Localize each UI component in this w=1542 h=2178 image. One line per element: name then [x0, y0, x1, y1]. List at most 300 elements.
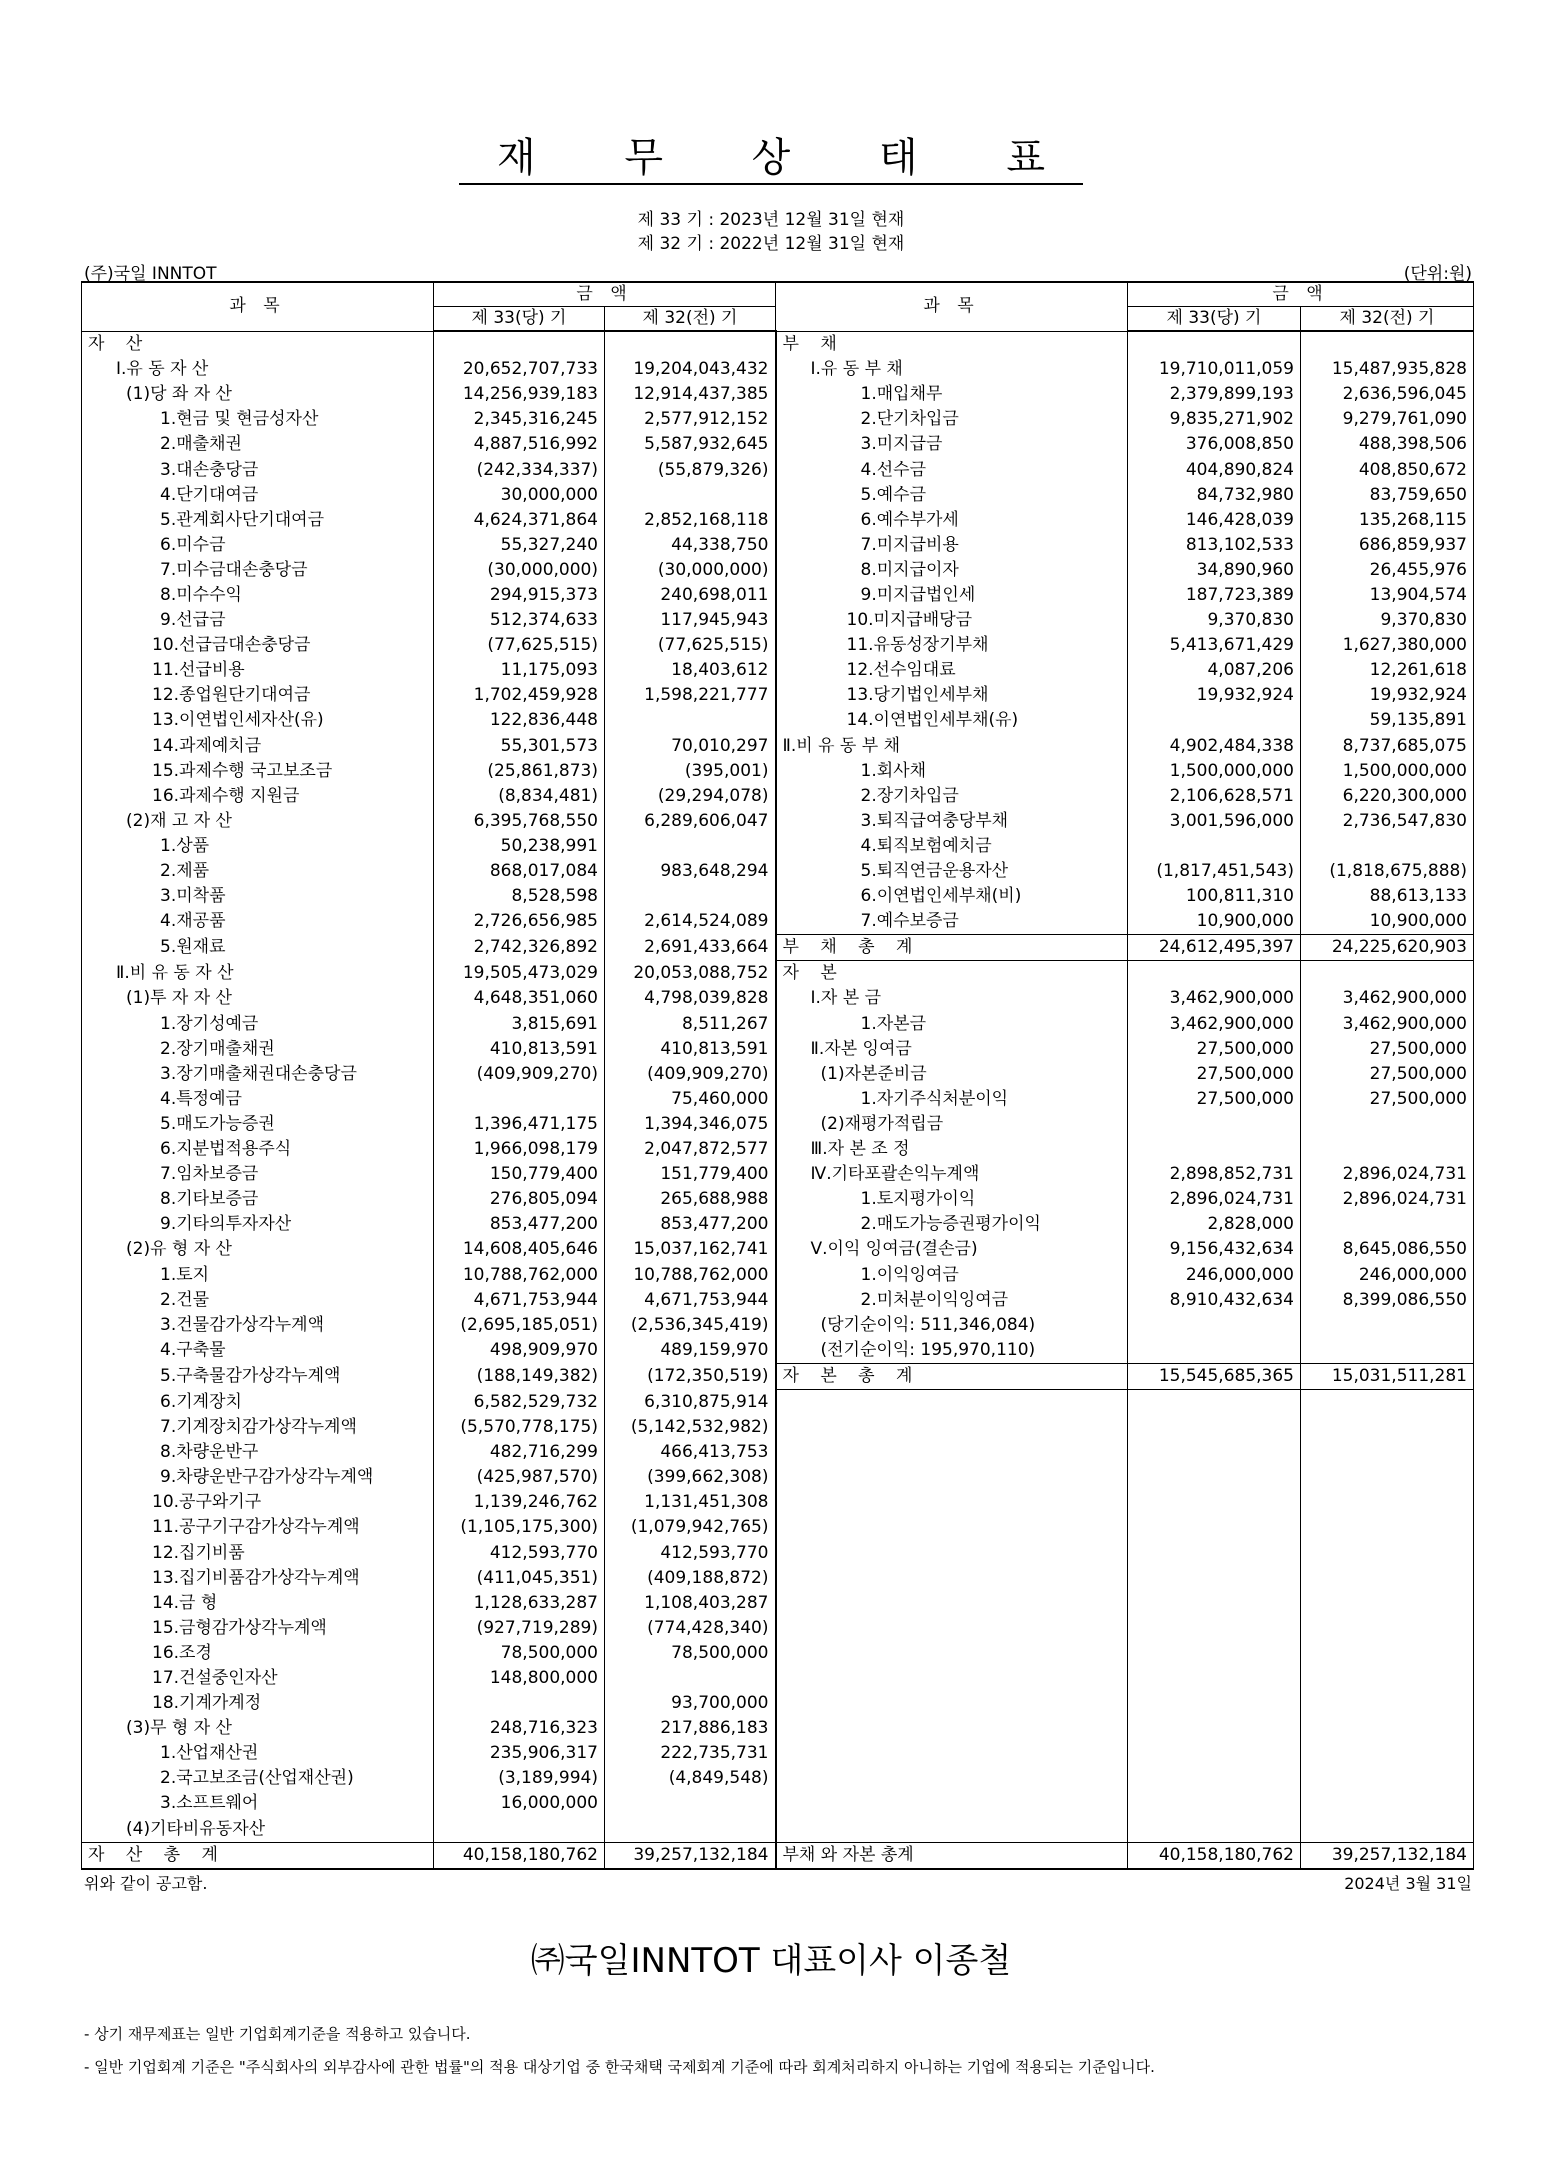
- unit-label: (단위:원): [1403, 264, 1472, 284]
- left-previous-amount: [605, 483, 776, 508]
- grand-total-row: [82, 1842, 1474, 1869]
- right-previous-amount: 27,500,000: [1301, 1087, 1474, 1112]
- right-current-amount: 84,732,980: [1128, 483, 1301, 508]
- right-current-amount: [1128, 1338, 1301, 1364]
- table-row: [82, 558, 1474, 583]
- left-account: 8.차량운반구: [82, 1440, 434, 1465]
- right-previous-empty: [1301, 1515, 1474, 1540]
- left-account: 5.원재료: [82, 935, 434, 961]
- left-account: 17.건설중인자산: [82, 1666, 434, 1691]
- table-row: [82, 1817, 1474, 1843]
- left-previous-amount: 78,500,000: [605, 1641, 776, 1666]
- table-row: [82, 1766, 1474, 1791]
- left-account: 3.장기매출채권대손충당금: [82, 1062, 434, 1087]
- right-current-amount: 27,500,000: [1128, 1062, 1301, 1087]
- left-current-amount: 148,800,000: [434, 1666, 605, 1691]
- left-previous-amount: 466,413,753: [605, 1440, 776, 1465]
- left-account: 2.장기매출채권: [82, 1037, 434, 1062]
- right-account: 1.이익잉여금: [776, 1262, 1128, 1287]
- right-current-amount: [1128, 331, 1301, 357]
- right-account: Ⅱ.자본 잉여금: [776, 1037, 1128, 1062]
- left-current-amount: (425,987,570): [434, 1465, 605, 1490]
- right-previous-amount: 15,031,511,281: [1301, 1363, 1474, 1389]
- left-account: 2.국고보조금(산업재산권): [82, 1766, 434, 1791]
- right-current-amount: 187,723,389: [1128, 583, 1301, 608]
- table-row: [82, 608, 1474, 633]
- left-previous-amount: [605, 834, 776, 859]
- header-subject-right: 과 목: [776, 282, 1128, 331]
- right-account: 5.예수금: [776, 483, 1128, 508]
- balance-sheet-body: [82, 331, 1474, 1869]
- right-account: 1.매입채무: [776, 382, 1128, 407]
- table-row: [82, 1112, 1474, 1137]
- right-current-amount: 246,000,000: [1128, 1262, 1301, 1287]
- right-current-amount: 9,835,271,902: [1128, 407, 1301, 432]
- table-row: [82, 533, 1474, 558]
- left-account: 5.관계회사단기대여금: [82, 508, 434, 533]
- right-previous-amount: 8,399,086,550: [1301, 1288, 1474, 1313]
- right-current-amount: 1,500,000,000: [1128, 759, 1301, 784]
- right-current-amount: 15,545,685,365: [1128, 1363, 1301, 1389]
- table-row: [82, 683, 1474, 708]
- right-account: 6.예수부가세: [776, 508, 1128, 533]
- right-previous-empty: [1301, 1389, 1474, 1415]
- right-account: Ⅰ.자 본 금: [776, 986, 1128, 1011]
- right-account-empty: [776, 1591, 1128, 1616]
- left-previous-amount: 93,700,000: [605, 1691, 776, 1716]
- right-account: 6.이연법인세부채(비): [776, 884, 1128, 909]
- right-current-amount: [1128, 1137, 1301, 1162]
- table-row: [82, 1237, 1474, 1262]
- right-account-empty: [776, 1465, 1128, 1490]
- table-row: [82, 1541, 1474, 1566]
- left-current-amount: 482,716,299: [434, 1440, 605, 1465]
- right-current-amount: 2,828,000: [1128, 1212, 1301, 1237]
- table-row: [82, 784, 1474, 809]
- left-previous-amount: [605, 884, 776, 909]
- left-account: (2)재 고 자 산: [82, 809, 434, 834]
- left-previous-amount: (4,849,548): [605, 1766, 776, 1791]
- right-previous-amount: 59,135,891: [1301, 708, 1474, 733]
- left-previous-amount: 5,587,932,645: [605, 432, 776, 457]
- left-current-amount: 150,779,400: [434, 1162, 605, 1187]
- left-previous-amount: 151,779,400: [605, 1162, 776, 1187]
- right-account: 3.미지급금: [776, 432, 1128, 457]
- right-account: 1.자본금: [776, 1012, 1128, 1037]
- right-current-amount: [1128, 834, 1301, 859]
- right-account: (2)재평가적립금: [776, 1112, 1128, 1137]
- table-row: [82, 633, 1474, 658]
- header-previous-right: 제 32(전) 기: [1301, 307, 1474, 332]
- left-current-amount: [434, 1087, 605, 1112]
- table-row: [82, 1741, 1474, 1766]
- right-account-empty: [776, 1440, 1128, 1465]
- left-current-amount: 4,624,371,864: [434, 508, 605, 533]
- table-row: [82, 1666, 1474, 1691]
- left-current-amount: 410,813,591: [434, 1037, 605, 1062]
- right-previous-empty: [1301, 1666, 1474, 1691]
- right-current-empty: [1128, 1465, 1301, 1490]
- company-name: (주)국일 INNTOT: [84, 264, 217, 284]
- left-previous-amount: 10,788,762,000: [605, 1262, 776, 1287]
- right-previous-empty: [1301, 1766, 1474, 1791]
- right-current-empty: [1128, 1566, 1301, 1591]
- left-current-amount: 3,815,691: [434, 1012, 605, 1037]
- right-account: 부 채: [776, 331, 1128, 357]
- header-current-right: 제 33(당) 기: [1128, 307, 1301, 332]
- right-current-amount: [1128, 1112, 1301, 1137]
- right-account: 4.퇴직보험예치금: [776, 834, 1128, 859]
- left-current-amount: (1,105,175,300): [434, 1515, 605, 1540]
- left-account: 1.장기성예금: [82, 1012, 434, 1037]
- table-row: [82, 1037, 1474, 1062]
- left-previous-amount: 4,671,753,944: [605, 1288, 776, 1313]
- assets-total-label: 자 산 총 계: [82, 1842, 434, 1869]
- right-account-empty: [776, 1691, 1128, 1716]
- left-current-amount: 55,327,240: [434, 533, 605, 558]
- right-previous-amount: [1301, 1112, 1474, 1137]
- left-previous-amount: 2,614,524,089: [605, 909, 776, 935]
- right-previous-amount: 24,225,620,903: [1301, 935, 1474, 961]
- header-amount-right: 금 액: [1128, 282, 1474, 307]
- right-account-empty: [776, 1616, 1128, 1641]
- right-previous-empty: [1301, 1691, 1474, 1716]
- left-current-amount: 8,528,598: [434, 884, 605, 909]
- right-account: 자 본 총 계: [776, 1363, 1128, 1389]
- balance-sheet-table: [81, 281, 1474, 1870]
- left-account: 7.임차보증금: [82, 1162, 434, 1187]
- left-current-amount: (188,149,382): [434, 1363, 605, 1389]
- left-current-amount: (5,570,778,175): [434, 1415, 605, 1440]
- right-current-empty: [1128, 1791, 1301, 1816]
- left-current-amount: 2,742,326,892: [434, 935, 605, 961]
- left-account: 4.재공품: [82, 909, 434, 935]
- left-previous-amount: [605, 708, 776, 733]
- table-row: [82, 483, 1474, 508]
- right-account: Ⅴ.이익 잉여금(결손금): [776, 1237, 1128, 1262]
- left-account: 6.지분법적용주식: [82, 1137, 434, 1162]
- left-previous-amount: (409,188,872): [605, 1566, 776, 1591]
- table-row: [82, 1262, 1474, 1287]
- left-current-amount: 2,726,656,985: [434, 909, 605, 935]
- left-previous-amount: 240,698,011: [605, 583, 776, 608]
- left-previous-amount: 8,511,267: [605, 1012, 776, 1037]
- assets-total-previous: 39,257,132,184: [605, 1842, 776, 1869]
- table-row: [82, 1566, 1474, 1591]
- right-current-amount: 19,932,924: [1128, 683, 1301, 708]
- left-current-amount: 1,702,459,928: [434, 683, 605, 708]
- right-current-empty: [1128, 1591, 1301, 1616]
- left-previous-amount: 44,338,750: [605, 533, 776, 558]
- table-row: [82, 1363, 1474, 1389]
- right-current-empty: [1128, 1616, 1301, 1641]
- left-current-amount: 16,000,000: [434, 1791, 605, 1816]
- right-current-empty: [1128, 1389, 1301, 1415]
- right-previous-amount: [1301, 1338, 1474, 1364]
- table-row: [82, 382, 1474, 407]
- left-account: 8.기타보증금: [82, 1187, 434, 1212]
- right-current-empty: [1128, 1641, 1301, 1666]
- right-current-amount: [1128, 708, 1301, 733]
- table-row: [82, 457, 1474, 482]
- right-current-empty: [1128, 1741, 1301, 1766]
- right-current-amount: 404,890,824: [1128, 457, 1301, 482]
- right-previous-amount: 27,500,000: [1301, 1037, 1474, 1062]
- right-previous-amount: 408,850,672: [1301, 457, 1474, 482]
- right-previous-empty: [1301, 1741, 1474, 1766]
- right-current-amount: 3,462,900,000: [1128, 986, 1301, 1011]
- right-previous-empty: [1301, 1616, 1474, 1641]
- left-account: 10.공구와기구: [82, 1490, 434, 1515]
- right-current-amount: 9,156,432,634: [1128, 1237, 1301, 1262]
- left-previous-amount: (409,909,270): [605, 1062, 776, 1087]
- right-account-empty: [776, 1566, 1128, 1591]
- right-account: 10.미지급배당금: [776, 608, 1128, 633]
- right-previous-amount: 1,500,000,000: [1301, 759, 1474, 784]
- right-previous-amount: 3,462,900,000: [1301, 1012, 1474, 1037]
- right-current-amount: 2,106,628,571: [1128, 784, 1301, 809]
- right-account: 12.선수임대료: [776, 658, 1128, 683]
- right-current-amount: 8,910,432,634: [1128, 1288, 1301, 1313]
- right-previous-amount: 9,370,830: [1301, 608, 1474, 633]
- table-row: [82, 432, 1474, 457]
- table-row: [82, 1716, 1474, 1741]
- left-current-amount: [434, 331, 605, 357]
- table-row: [82, 357, 1474, 382]
- left-previous-amount: (2,536,345,419): [605, 1313, 776, 1338]
- table-row: [82, 1062, 1474, 1087]
- left-account: 7.기계장치감가상각누계액: [82, 1415, 434, 1440]
- left-current-amount: 1,966,098,179: [434, 1137, 605, 1162]
- right-account: 2.미처분이익잉여금: [776, 1288, 1128, 1313]
- left-account: 16.과제수행 지원금: [82, 784, 434, 809]
- left-previous-amount: 983,648,294: [605, 859, 776, 884]
- right-current-amount: (1,817,451,543): [1128, 859, 1301, 884]
- right-previous-amount: 8,737,685,075: [1301, 734, 1474, 759]
- right-current-amount: 4,087,206: [1128, 658, 1301, 683]
- table-row: [82, 1440, 1474, 1465]
- right-previous-empty: [1301, 1541, 1474, 1566]
- liabilities-equity-total-label: 부채 와 자본 총계: [776, 1842, 1128, 1869]
- table-row: [82, 986, 1474, 1011]
- right-current-amount: 2,379,899,193: [1128, 382, 1301, 407]
- left-account: (4)기타비유동자산: [82, 1817, 434, 1843]
- right-account-empty: [776, 1515, 1128, 1540]
- left-account: 9.선급금: [82, 608, 434, 633]
- left-current-amount: 498,909,970: [434, 1338, 605, 1364]
- liabilities-equity-total-previous: 39,257,132,184: [1301, 1842, 1474, 1869]
- header-subject-left: 과 목: [82, 282, 434, 331]
- right-previous-amount: 12,261,618: [1301, 658, 1474, 683]
- right-current-amount: 376,008,850: [1128, 432, 1301, 457]
- left-account: 15.금형감가상각누계액: [82, 1616, 434, 1641]
- assets-total-current: 40,158,180,762: [434, 1842, 605, 1869]
- left-previous-amount: 1,598,221,777: [605, 683, 776, 708]
- left-previous-amount: 20,053,088,752: [605, 961, 776, 987]
- right-account-empty: [776, 1817, 1128, 1843]
- left-current-amount: 10,788,762,000: [434, 1262, 605, 1287]
- right-account: Ⅰ.유 동 부 채: [776, 357, 1128, 382]
- right-previous-amount: 246,000,000: [1301, 1262, 1474, 1287]
- right-previous-amount: 135,268,115: [1301, 508, 1474, 533]
- left-current-amount: 55,301,573: [434, 734, 605, 759]
- table-row: [82, 1415, 1474, 1440]
- right-previous-amount: 9,279,761,090: [1301, 407, 1474, 432]
- left-account: 5.매도가능증권: [82, 1112, 434, 1137]
- left-previous-amount: (55,879,326): [605, 457, 776, 482]
- right-previous-amount: 19,932,924: [1301, 683, 1474, 708]
- left-previous-amount: 2,047,872,577: [605, 1137, 776, 1162]
- left-previous-amount: 489,159,970: [605, 1338, 776, 1364]
- document-title: 재 무 상 태 표: [0, 126, 1542, 183]
- right-previous-empty: [1301, 1566, 1474, 1591]
- left-previous-amount: (395,001): [605, 759, 776, 784]
- right-current-amount: 100,811,310: [1128, 884, 1301, 909]
- right-previous-amount: 686,859,937: [1301, 533, 1474, 558]
- right-previous-amount: 8,645,086,550: [1301, 1237, 1474, 1262]
- table-row: [82, 759, 1474, 784]
- left-previous-amount: [605, 1791, 776, 1816]
- right-previous-amount: 15,487,935,828: [1301, 357, 1474, 382]
- left-account: 11.공구기구감가상각누계액: [82, 1515, 434, 1540]
- table-row: [82, 1288, 1474, 1313]
- left-previous-amount: 19,204,043,432: [605, 357, 776, 382]
- left-account: 9.기타의투자자산: [82, 1212, 434, 1237]
- right-current-amount: [1128, 961, 1301, 987]
- right-previous-amount: 6,220,300,000: [1301, 784, 1474, 809]
- right-current-amount: 19,710,011,059: [1128, 357, 1301, 382]
- left-account: 12.종업원단기대여금: [82, 683, 434, 708]
- left-current-amount: 2,345,316,245: [434, 407, 605, 432]
- left-current-amount: (3,189,994): [434, 1766, 605, 1791]
- period-current: 제 33 기 : 2023년 12월 31일 현재: [637, 210, 905, 230]
- left-previous-amount: 4,798,039,828: [605, 986, 776, 1011]
- table-row: [82, 583, 1474, 608]
- right-account: 2.매도가능증권평가이익: [776, 1212, 1128, 1237]
- right-current-empty: [1128, 1515, 1301, 1540]
- period-previous: 제 32 기 : 2022년 12월 31일 현재: [637, 234, 905, 254]
- left-account: 16.조경: [82, 1641, 434, 1666]
- left-current-amount: 294,915,373: [434, 583, 605, 608]
- right-previous-amount: 2,636,596,045: [1301, 382, 1474, 407]
- header-amount-left: 금 액: [434, 282, 776, 307]
- right-current-amount: [1128, 1313, 1301, 1338]
- right-account-empty: [776, 1766, 1128, 1791]
- table-row: [82, 1465, 1474, 1490]
- left-previous-amount: 70,010,297: [605, 734, 776, 759]
- left-account: 4.구축물: [82, 1338, 434, 1364]
- period-lines: [0, 208, 1542, 256]
- right-previous-amount: [1301, 1212, 1474, 1237]
- left-account: (2)유 형 자 산: [82, 1237, 434, 1262]
- right-previous-amount: 83,759,650: [1301, 483, 1474, 508]
- left-account: Ⅰ.유 동 자 산: [82, 357, 434, 382]
- right-current-empty: [1128, 1691, 1301, 1716]
- right-current-amount: 3,462,900,000: [1128, 1012, 1301, 1037]
- right-previous-amount: 488,398,506: [1301, 432, 1474, 457]
- left-account: 13.집기비품감가상각누계액: [82, 1566, 434, 1591]
- right-account-empty: [776, 1666, 1128, 1691]
- left-previous-amount: [605, 1666, 776, 1691]
- left-current-amount: [434, 1817, 605, 1843]
- left-account: 4.특정예금: [82, 1087, 434, 1112]
- left-account: 3.미착품: [82, 884, 434, 909]
- right-current-empty: [1128, 1817, 1301, 1843]
- left-account: 15.과제수행 국고보조금: [82, 759, 434, 784]
- right-account: 1.회사채: [776, 759, 1128, 784]
- right-current-amount: 2,896,024,731: [1128, 1187, 1301, 1212]
- table-row: [82, 1616, 1474, 1641]
- right-previous-empty: [1301, 1591, 1474, 1616]
- left-current-amount: 512,374,633: [434, 608, 605, 633]
- left-previous-amount: 117,945,943: [605, 608, 776, 633]
- right-previous-amount: [1301, 961, 1474, 987]
- left-account: 1.토지: [82, 1262, 434, 1287]
- left-previous-amount: 18,403,612: [605, 658, 776, 683]
- left-current-amount: (2,695,185,051): [434, 1313, 605, 1338]
- right-account: 13.당기법인세부채: [776, 683, 1128, 708]
- table-row: [82, 1389, 1474, 1415]
- right-current-empty: [1128, 1666, 1301, 1691]
- left-account: (1)당 좌 자 산: [82, 382, 434, 407]
- right-account-empty: [776, 1791, 1128, 1816]
- left-previous-amount: 2,852,168,118: [605, 508, 776, 533]
- left-account: 12.집기비품: [82, 1541, 434, 1566]
- table-row: [82, 884, 1474, 909]
- left-account: 1.상품: [82, 834, 434, 859]
- left-current-amount: 276,805,094: [434, 1187, 605, 1212]
- left-previous-amount: (5,142,532,982): [605, 1415, 776, 1440]
- right-previous-empty: [1301, 1415, 1474, 1440]
- right-current-amount: 34,890,960: [1128, 558, 1301, 583]
- table-row: [82, 1515, 1474, 1540]
- left-current-amount: 14,608,405,646: [434, 1237, 605, 1262]
- right-current-amount: 10,900,000: [1128, 909, 1301, 935]
- table-row: [82, 809, 1474, 834]
- right-previous-amount: 2,736,547,830: [1301, 809, 1474, 834]
- left-account: 7.미수금대손충당금: [82, 558, 434, 583]
- left-account: 3.대손충당금: [82, 457, 434, 482]
- left-account: 4.단기대여금: [82, 483, 434, 508]
- right-previous-empty: [1301, 1817, 1474, 1843]
- right-account: 3.퇴직급여충당부채: [776, 809, 1128, 834]
- left-current-amount: 4,671,753,944: [434, 1288, 605, 1313]
- left-account: (1)투 자 자 산: [82, 986, 434, 1011]
- table-row: [82, 1187, 1474, 1212]
- right-account: 1.자기주식처분이익: [776, 1087, 1128, 1112]
- liabilities-equity-total-current: 40,158,180,762: [1128, 1842, 1301, 1869]
- left-account: 3.건물감가상각누계액: [82, 1313, 434, 1338]
- table-row: [82, 909, 1474, 935]
- left-previous-amount: 15,037,162,741: [605, 1237, 776, 1262]
- left-account: 1.산업재산권: [82, 1741, 434, 1766]
- left-current-amount: 853,477,200: [434, 1212, 605, 1237]
- left-current-amount: 78,500,000: [434, 1641, 605, 1666]
- right-account: 11.유동성장기부채: [776, 633, 1128, 658]
- table-row: [82, 1591, 1474, 1616]
- right-account: (1)자본준비금: [776, 1062, 1128, 1087]
- right-current-amount: 5,413,671,429: [1128, 633, 1301, 658]
- left-previous-amount: [605, 1817, 776, 1843]
- table-row: [82, 1012, 1474, 1037]
- table-row: [82, 1691, 1474, 1716]
- right-previous-amount: [1301, 1137, 1474, 1162]
- left-previous-amount: 75,460,000: [605, 1087, 776, 1112]
- left-previous-amount: 2,691,433,664: [605, 935, 776, 961]
- left-current-amount: 6,582,529,732: [434, 1389, 605, 1415]
- left-account: 5.구축물감가상각누계액: [82, 1363, 434, 1389]
- left-current-amount: 412,593,770: [434, 1541, 605, 1566]
